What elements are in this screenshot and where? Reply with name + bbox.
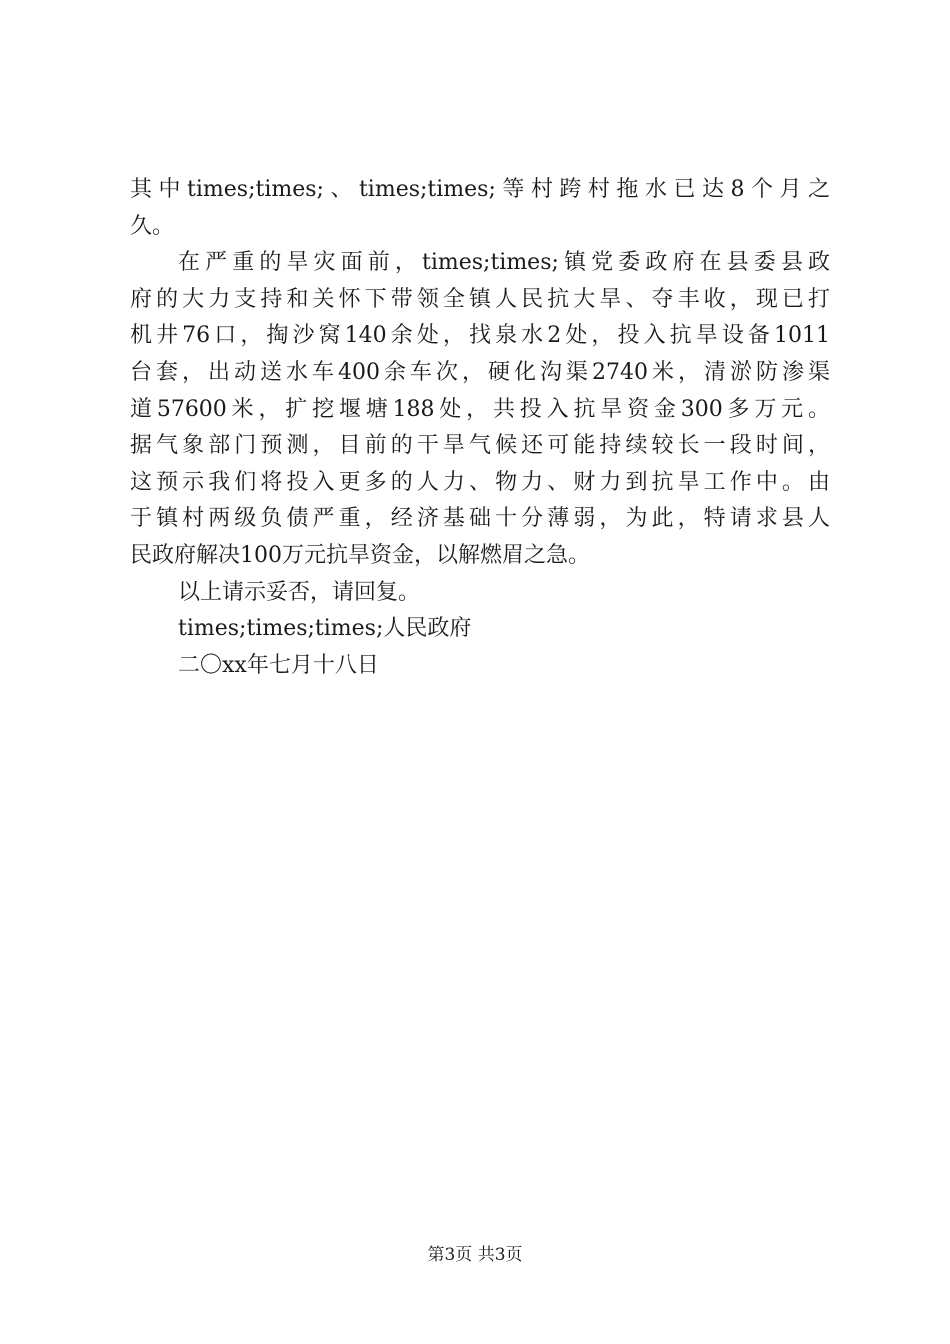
paragraph-line: 府的大力支持和关怀下带领全镇人民抗大旱、夺丰收，现已打 bbox=[130, 286, 830, 312]
paragraph-line: 在严重的旱灾面前，times;times;镇党委政府在县委县政 bbox=[178, 250, 830, 276]
closing-request: 以上请示妥否，请回复。 bbox=[178, 579, 421, 605]
paragraph-line: 道57600米，扩挖堰塘188处，共投入抗旱资金300多万元。 bbox=[130, 396, 830, 422]
page-number-footer: 第3页 共3页 bbox=[427, 1245, 523, 1265]
paragraph-line: 台套，出动送水车400余车次，硬化沟渠2740米，清淤防渗渠 bbox=[130, 359, 830, 385]
signature-date: 二〇xx年七月十八日 bbox=[178, 652, 379, 678]
paragraph-line: 其中times;times;、times;times;等村跨村拖水已达8个月之 bbox=[130, 177, 830, 202]
paragraph-line: 民政府解决100万元抗旱资金，以解燃眉之急。 bbox=[130, 542, 590, 568]
paragraph-line: 机井76口，掏沙窝140余处，找泉水2处，投入抗旱设备1011 bbox=[130, 323, 830, 349]
paragraph-line: 于镇村两级负债严重，经济基础十分薄弱，为此，特请求县人 bbox=[130, 506, 830, 532]
document-body bbox=[130, 172, 830, 684]
paragraph-line: 久。 bbox=[130, 213, 175, 239]
paragraph-line: 据气象部门预测，目前的干旱气候还可能持续较长一段时间， bbox=[130, 433, 830, 459]
paragraph-line: 这预示我们将投入更多的人力、物力、财力到抗旱工作中。由 bbox=[130, 469, 830, 495]
signature-organization: times;times;times;人民政府 bbox=[178, 616, 472, 642]
